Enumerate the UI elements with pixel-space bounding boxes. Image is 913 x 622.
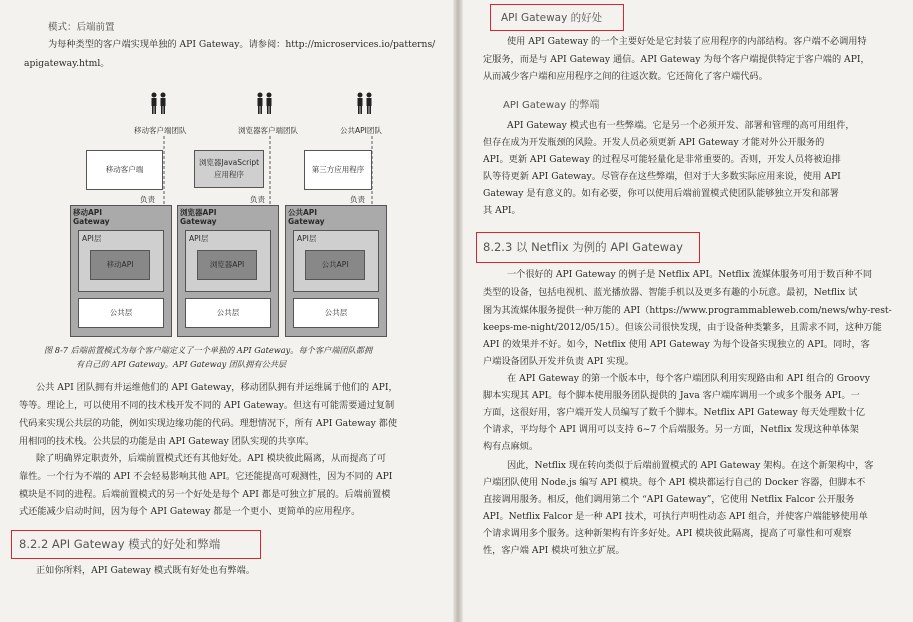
api-layer-label: API层	[189, 234, 209, 243]
section-heading-822: 8.2.2 API Gateway 模式的好处和弊端	[19, 537, 221, 551]
body-line: 式还能减少启动时间，因为每个 API Gateway 都是一个更小、更简单的应用程序。	[19, 506, 361, 517]
body-line: 户端团队使用 Node.js 编写 API 模块。每个 API 模块都运行自己的 Docker 容器，但脚本不	[483, 477, 866, 488]
figure-caption: 有自己的 API Gateway。API Gateway 团队拥有公共层	[76, 359, 287, 369]
body-line: 方面，这很好用，客户端开发人员编写了数千个脚本。Netflix API Gateway 每天处理数十亿	[483, 407, 865, 418]
body-line: 其 API。	[483, 205, 521, 216]
common-layer	[78, 298, 164, 328]
body-line: 靠性。一个行为不端的 API 不会轻易影响其他 API。它还能提高可观测性，因为不同的 API	[19, 471, 393, 482]
api-layer-label: API层	[297, 234, 317, 243]
body-line: 一个很好的 API Gateway 的例子是 Netflix API。Netflix 流媒体服务可用于数百种不同	[507, 269, 873, 280]
responsible-label: 负责	[350, 195, 365, 204]
client-box	[86, 150, 163, 190]
body-line: API Gateway 模式也有一些弊端。它是另一个必须开发、部署和管理的高可用组件，	[507, 120, 855, 131]
section-heading-823: 8.2.3 以 Netflix 为例的 API Gateway	[483, 240, 683, 254]
body-line: 因此，Netflix 现在转向类似于后端前置模式的 API Gateway 架构。在这个新架构中，客	[507, 460, 874, 471]
common-layer-label: 公共层	[324, 308, 348, 317]
responsible-label: 负责	[250, 195, 265, 204]
body-line: 等等。理论上，可以使用不同的技术栈开发不同的 API Gateway。但这有可能需要通过复制	[19, 400, 395, 411]
body-line: 代码来实现公共层的功能，例如实现边缘功能的代码。理想情况下，所有 API Gateway 都使	[19, 418, 398, 429]
figure-caption: 图 8-7 后端前置模式为每个客户端定义了一个单独的 API Gateway。每个客户端团队都拥	[44, 345, 373, 355]
left-page	[0, 0, 453, 622]
body-line: 直接调用服务。相反，他们调用第二个 “API Gateway”，它使用 Netflix Falcor 公开服务	[483, 494, 855, 505]
body-line: 从而减少客户端和应用程序之间的往返次数。它还简化了客户端代码。	[483, 71, 768, 82]
client-label: 浏览器JavaScript 应用程序	[198, 158, 260, 179]
gateway-label: 公共API Gateway	[288, 208, 325, 226]
common-layer-label: 公共层	[109, 308, 133, 317]
body-line: 除了明确界定职责外，后端前置模式还有其他好处。API 模块彼此隔离，从而提高了可	[36, 453, 387, 464]
body-line: 构有点麻烦。	[483, 441, 539, 452]
body-line: API。更新 API Gateway 的过程尽可能轻量化是非常重要的。否则，开发人员将被迫排	[483, 154, 841, 165]
team-label: 浏览器客户端团队	[238, 126, 298, 135]
pattern-title: 模式：后端前置	[48, 22, 115, 33]
body-line: API 的效果并不好。如今，Netflix 使用 API Gateway 为每个设备实现独立的 API。同时，客	[483, 339, 870, 350]
team-label: 公共API团队	[340, 126, 382, 135]
api-label: 公共API	[321, 260, 349, 269]
body-line: Gateway 是有意义的。如有必要，你可以使用后端前置模式使团队能够独立开发和部署	[483, 188, 839, 199]
common-layer	[293, 298, 379, 328]
client-label: 移动客户端	[105, 165, 144, 174]
body-line: keeps-me-night/2012/05/15）。但该公司很快发现，由于设备种类繁多，且需求不同，这种万能	[483, 322, 882, 333]
api-box	[197, 250, 257, 280]
body-line: 图为其流媒体服务提供一种万能的 API（https://www.programmableweb.com/news/why-rest-	[483, 305, 892, 316]
api-label: 移动API	[106, 260, 134, 269]
body-line: 个请求，平均每个 API 调用可以支持 6~7 个后端服务。另一方面，Netflix 发现这种单体架	[483, 424, 859, 435]
body-line: 脚本实现其 API。每个脚本使用服务团队提供的 Java 客户端库调用一个或多个服务 API。一	[483, 390, 860, 401]
intro-line: apigateway.html。	[24, 58, 110, 69]
body-line: 性，客户端 API 模块可独立扩展。	[483, 545, 625, 556]
body-line: 在 API Gateway 的第一个版本中，每个客户端团队利用实现路由和 API 组合的 Groovy	[507, 373, 870, 384]
figure-8-7	[0, 0, 453, 380]
intro-line: 为每种类型的客户端实现单独的 API Gateway。请参阅：http://microservices.io/patterns/	[48, 39, 436, 50]
body-line: 用相同的技术栈。公共层的功能是由 API Gateway 团队实现的共享库。	[19, 436, 315, 447]
common-layer	[185, 298, 271, 328]
body-line: 户端设备团队开发并负责 API 实现。	[483, 356, 634, 367]
api-layer-label: API层	[82, 234, 102, 243]
gateway-label: 浏览器API Gateway	[180, 208, 217, 226]
body-line: 模块是不同的进程。后端前置模式的另一个好处是每个 API 都是可独立扩展的。后端前置模	[19, 489, 391, 500]
page-gutter	[453, 0, 463, 622]
body-line: 定服务，而是与 API Gateway 通信。API Gateway 为每个客户端提供特定于客户端的 API，	[483, 54, 870, 65]
body-line: API。Netflix Falcor 是一种 API 技术，可执行声明性动态 API 组合，并使客户端能够使用单	[483, 511, 868, 522]
heading-benefits: API Gateway 的好处	[501, 12, 603, 24]
client-box	[194, 150, 264, 188]
responsible-label: 负责	[140, 195, 155, 204]
common-layer-label: 公共层	[216, 308, 240, 317]
gateway-label: 移动API Gateway	[73, 208, 110, 226]
body-line: 但存在成为开发瓶颈的风险。开发人员必须更新 API Gateway 才能对外公开服务的	[483, 137, 825, 148]
body-line: 正如你所料，API Gateway 模式既有好处也有弊端。	[36, 565, 255, 576]
heading-drawbacks: API Gateway 的弊端	[503, 100, 600, 111]
body-line: 个请求调用多个服务。这种新架构有许多好处。API 模块彼此隔离，提高了可靠性和可观察	[483, 528, 852, 539]
body-line: 队等待更新 API Gateway。尽管存在这些弊端，但对于大多数实际应用来说，使用 API	[483, 171, 841, 182]
client-label: 第三方应用程序	[311, 165, 365, 174]
body-line: 公共 API 团队拥有并运维他们的 API Gateway，移动团队拥有并运维属于他们的 API，	[36, 382, 398, 393]
team-label: 移动客户端团队	[134, 126, 187, 135]
client-box	[304, 150, 372, 190]
body-line: 使用 API Gateway 的一个主要好处是它封装了应用程序的内部结构。客户端不必调用特	[507, 36, 867, 47]
api-box	[305, 250, 365, 280]
api-label: 浏览器API	[209, 260, 245, 269]
right-page	[463, 0, 913, 622]
api-box	[90, 250, 150, 280]
body-line: 类型的设备，包括电视机、蓝光播放器、智能手机以及更多有趣的小玩意。最初，Netflix 试	[483, 287, 858, 298]
